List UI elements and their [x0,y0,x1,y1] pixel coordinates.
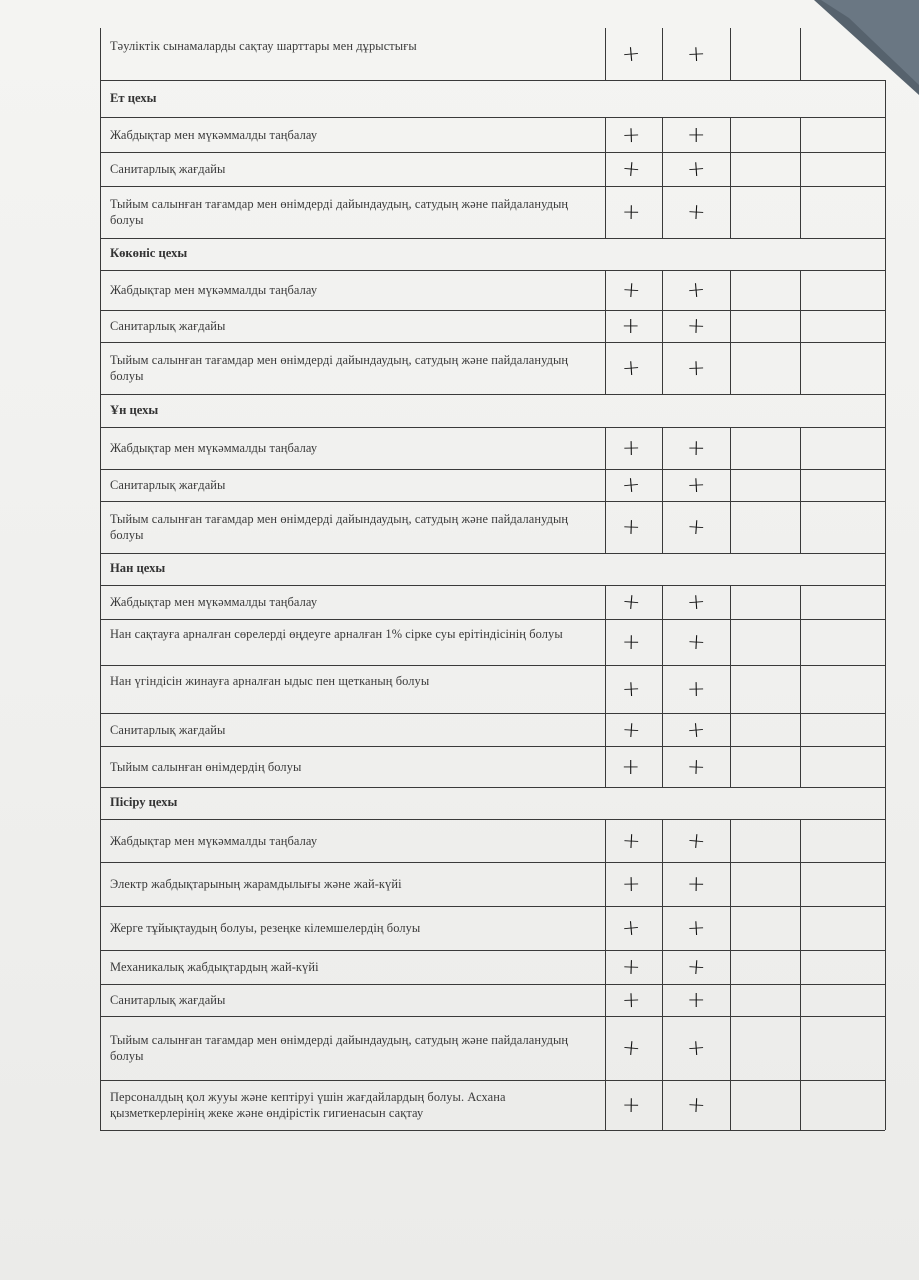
section-heading: Пісіру цехы [110,795,178,809]
row-separator [100,238,885,239]
check-mark-2: + [686,915,707,942]
checklist-item-text: Жабдықтар мен мүкәммалды таңбалау [110,127,318,142]
cell-divider [730,585,731,619]
cell-divider [605,310,606,342]
row-separator [100,665,885,666]
section-heading: Көкөніс цехы [110,246,188,260]
cell-divider [605,984,606,1016]
row-separator [100,427,885,428]
table-left-border [100,28,101,1130]
cell-divider [730,28,731,80]
cell-divider [605,746,606,787]
checklist-item-text: Санитарлық жағдайы [110,722,226,737]
check-mark-2: + [686,676,706,703]
cell-divider [605,342,606,394]
checklist-item-text: Механикалық жабдықтардың жай-күйі [110,960,319,974]
cell-divider [662,585,663,619]
cell-divider [605,152,606,186]
row-separator [100,950,885,951]
cell-divider [662,619,663,665]
cell-divider [800,906,801,950]
check-mark-1: + [620,915,641,942]
checklist-item-text: Жабдықтар мен мүкәммалды таңбалау [110,595,318,609]
checklist-item-text: Жабдықтар мен мүкәммалды таңбалау [110,283,318,297]
checklist-item-text: Жабдықтар мен мүкәммалды таңбалау [110,833,318,848]
check-mark-2: + [686,435,706,462]
checklist-item-text: Тәуліктік сынамаларды сақтау шарттары мен дұрыстығы [110,39,417,53]
cell-divider [800,619,801,665]
checklist-item-text: Нан үгіндісін жинауға арналған ыдыс пен щетканың болуы [110,674,430,688]
cell-divider [730,310,731,342]
cell-divider [662,1080,663,1130]
cell-divider [662,665,663,713]
check-mark-2: + [686,41,707,68]
cell-divider [605,665,606,713]
cell-divider [800,1080,801,1130]
row-separator [100,746,885,747]
check-mark-1: + [621,954,641,981]
row-separator [100,1016,885,1017]
cell-divider [800,152,801,186]
row-separator [100,117,885,118]
checklist-item-text: Тыйым салынған тағамдар мен өнімдерді дайындаудың, сатудың және пайдаланудың болуы [110,512,569,542]
cell-divider [662,186,663,238]
check-mark-1: + [621,314,640,339]
cell-divider [730,270,731,310]
cell-divider [662,310,663,342]
cell-divider [730,1080,731,1130]
cell-divider [800,746,801,787]
cell-divider [662,862,663,906]
cell-divider [662,819,663,862]
cell-divider [730,117,731,152]
check-mark-1: + [621,629,641,656]
check-mark-1: + [620,589,642,616]
cell-divider [730,746,731,787]
row-separator [100,713,885,714]
cell-divider [800,469,801,501]
row-separator [100,186,885,187]
cell-divider [605,186,606,238]
row-separator [100,553,885,554]
cell-divider [800,342,801,394]
cell-divider [605,619,606,665]
checklist-item-text: Санитарлық жағдайы [110,162,226,176]
row-separator [100,310,885,311]
checklist-item-text: Тыйым салынған өнімдердің болуы [110,759,302,774]
cell-divider [605,1080,606,1130]
cell-divider [662,1016,663,1080]
cell-divider [730,665,731,713]
row-separator [100,619,885,620]
cell-divider [662,427,663,469]
cell-divider [605,1016,606,1080]
check-mark-1: + [620,472,641,499]
checklist-item-text: Электр жабдықтарының жарамдылығы және жай-күйі [110,877,402,891]
cell-divider [800,310,801,342]
cell-divider [800,501,801,553]
cell-divider [730,469,731,501]
check-mark-1: + [621,987,641,1014]
checklist-item-text: Тыйым салынған тағамдар мен өнімдерді дайындаудың, сатудың және пайдаланудың болуы [110,353,569,383]
cell-divider [662,152,663,186]
check-mark-1: + [621,754,640,780]
row-separator [100,80,885,81]
cell-divider [662,713,663,746]
checklist-item-text: Персоналдың қол жууы және кептіруі үшін жағдайлардың болуы. Асхана қызметкерлерінің жеке және өндірістік гигиенасын сақтау [110,1090,506,1120]
check-mark-1: + [620,41,641,68]
cell-divider [662,342,663,394]
check-mark-1: + [620,676,641,703]
checklist-item-text: Санитарлық жағдайы [110,319,226,333]
check-mark-2: + [685,716,707,744]
cell-divider [730,619,731,665]
cell-divider [605,862,606,906]
row-separator [100,984,885,985]
table-right-border [885,80,886,1130]
cell-divider [662,984,663,1016]
row-separator [100,270,885,271]
check-mark-1: + [620,156,642,183]
cell-divider [730,819,731,862]
cell-divider [730,950,731,984]
check-mark-1: + [621,435,641,462]
row-separator [100,787,885,788]
row-separator [100,1130,885,1131]
cell-divider [800,665,801,713]
cell-divider [605,117,606,152]
cell-divider [605,28,606,80]
check-mark-2: + [687,988,706,1013]
check-mark-2: + [687,122,706,148]
check-mark-2: + [686,754,706,780]
cell-divider [730,501,731,553]
cell-divider [605,469,606,501]
check-mark-2: + [685,827,707,855]
row-separator [100,394,885,395]
check-mark-2: + [686,629,707,656]
check-mark-1: + [621,199,641,226]
cell-divider [800,427,801,469]
inspection-checklist-table [98,28,886,1132]
check-mark-1: + [620,828,641,854]
check-mark-1: + [620,277,641,304]
cell-divider [662,501,663,553]
checklist-item-text: Тыйым салынған тағамдар мен өнімдерді дайындаудың, сатудың және пайдаланудың болуы [110,1033,569,1063]
check-mark-2: + [686,514,707,541]
cell-divider [800,819,801,862]
cell-divider [662,117,663,152]
cell-divider [605,713,606,746]
section-heading: Ұн цехы [110,402,159,417]
check-mark-2: + [686,313,706,340]
row-separator [100,342,885,343]
section-heading: Ет цехы [110,90,157,105]
checklist-item-text: Санитарлық жағдайы [110,993,226,1007]
cell-divider [730,186,731,238]
cell-divider [730,427,731,469]
cell-divider [800,950,801,984]
check-mark-2: + [686,156,707,183]
checklist-item-text: Жерге тұйықтаудың болуы, резеңке кілемшелердің болуы [110,921,421,935]
row-separator [100,469,885,470]
cell-divider [730,906,731,950]
cell-divider [800,28,801,80]
cell-divider [730,1016,731,1080]
checklist-item-text: Жабдықтар мен мүкәммалды таңбалау [110,441,318,455]
check-mark-1: + [620,1035,642,1062]
check-mark-2: + [686,589,707,616]
cell-divider [730,342,731,394]
cell-divider [730,862,731,906]
cell-divider [662,950,663,984]
row-separator [100,152,885,153]
checklist-item-text: Тыйым салынған тағамдар мен өнімдерді дайындаудың, сатудың және пайдаланудың болуы [110,197,569,227]
cell-divider [730,984,731,1016]
check-mark-2: + [686,954,707,981]
check-mark-2: + [686,472,707,499]
cell-divider [605,501,606,553]
check-mark-1: + [620,355,641,382]
check-mark-1: + [621,871,641,898]
check-mark-1: + [621,1092,641,1119]
cell-divider [662,270,663,310]
check-mark-2: + [685,277,707,304]
cell-divider [730,713,731,746]
row-separator [100,862,885,863]
check-mark-2: + [686,871,706,898]
check-mark-1: + [620,716,641,744]
check-mark-2: + [686,199,707,226]
cell-divider [800,984,801,1016]
checklist-item-text: Санитарлық жағдайы [110,478,226,492]
check-mark-2: + [686,1035,707,1062]
cell-divider [800,862,801,906]
cell-divider [800,713,801,746]
section-heading: Нан цехы [110,561,166,575]
check-mark-2: + [686,355,706,382]
row-separator [100,585,885,586]
check-mark-1: + [621,514,641,541]
cell-divider [662,28,663,80]
cell-divider [730,152,731,186]
cell-divider [605,819,606,862]
cell-divider [800,186,801,238]
row-separator [100,501,885,502]
cell-divider [662,906,663,950]
cell-divider [800,117,801,152]
row-separator [100,1080,885,1081]
cell-divider [800,270,801,310]
cell-divider [800,1016,801,1080]
cell-divider [605,585,606,619]
checklist-item-text: Нан сақтауға арналған сөрелерді өңдеуге арналған 1% сірке суы ерітіндісінің болуы [110,627,563,641]
cell-divider [605,906,606,950]
cell-divider [800,585,801,619]
cell-divider [662,469,663,501]
row-separator [100,819,885,820]
cell-divider [605,950,606,984]
cell-divider [662,746,663,787]
check-mark-1: + [621,122,641,148]
check-mark-2: + [686,1092,707,1119]
cell-divider [605,270,606,310]
cell-divider [605,427,606,469]
row-separator [100,906,885,907]
